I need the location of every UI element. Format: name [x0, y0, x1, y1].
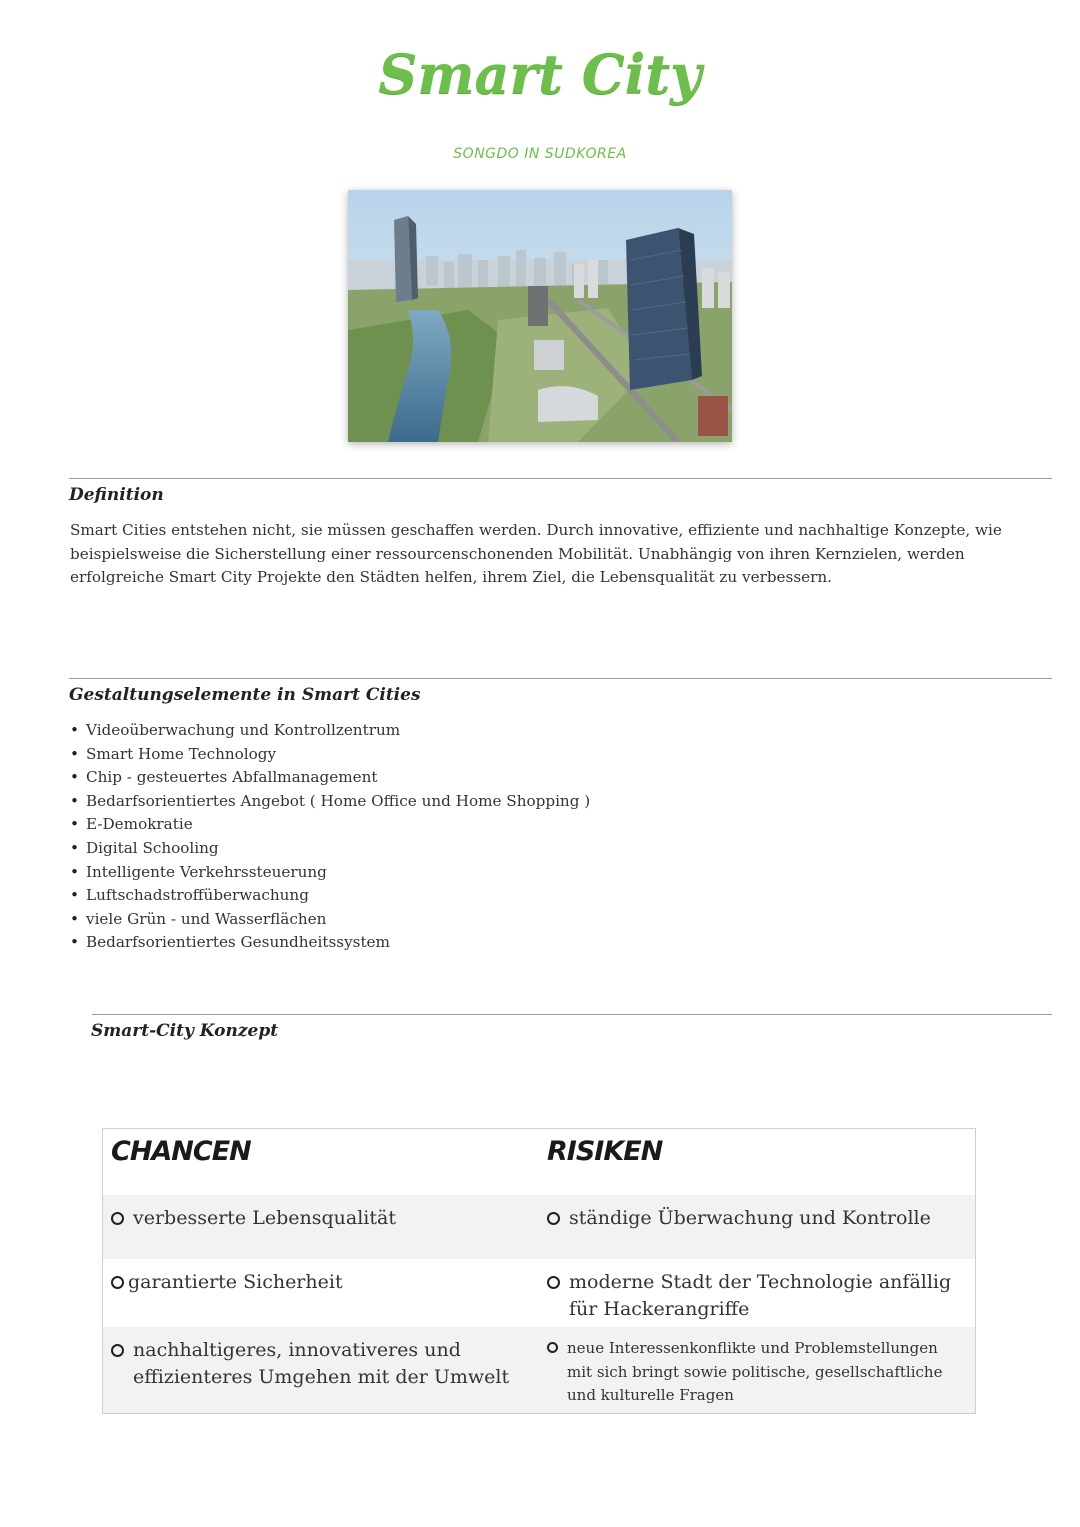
risk-text-line: moderne Stadt der Technologie anfällig: [569, 1271, 952, 1293]
chance-cell: [111, 1205, 531, 1231]
circle-bullet-icon: [547, 1342, 558, 1353]
table-row: [103, 1259, 975, 1327]
list-item: • Videoüberwachung und Kontrollzentrum: [70, 719, 590, 743]
list-item: • Digital Schooling: [70, 837, 590, 861]
circle-bullet-icon: [111, 1276, 124, 1289]
risk-cell: [547, 1205, 967, 1231]
songdo-city-photo: [348, 190, 732, 442]
chancen-risiken-table: [102, 1128, 976, 1414]
list-item: • Bedarfsorientiertes Gesundheitssystem: [70, 931, 590, 955]
risk-cell: [547, 1269, 967, 1323]
chance-text: verbesserte Lebensqualität: [133, 1207, 396, 1229]
list-item: • Bedarfsorientiertes Angebot ( Home Office und Home Shopping ): [70, 790, 590, 814]
circle-bullet-icon: [111, 1212, 124, 1225]
chance-text-line: nachhaltigeres, innovativeres und: [133, 1339, 461, 1361]
risk-text-line: und kulturelle Fragen: [567, 1386, 734, 1404]
list-item: • Intelligente Verkehrssteuerung: [70, 861, 590, 885]
list-item: • Luftschadstroffüberwachung: [70, 884, 590, 908]
list-item: • E-Demokratie: [70, 813, 590, 837]
col-header-risiken: RISIKEN: [547, 1136, 663, 1167]
elements-heading: Gestaltungselemente in Smart Cities: [69, 685, 421, 705]
definition-text: Smart Cities entstehen nicht, sie müssen geschaffen werden. Durch innovative, effiziente und nachhaltige Konzepte, wie beispielsweise die Sicherstellung einer ressourcenschonenden Mobilität. Unabhängig von ihren Kernzielen, werden erfolgreiche Smart City Projekte den Städten helfen, ihrem Ziel, die Lebensqualität zu verbessern.: [70, 521, 1002, 587]
risk-cell: [547, 1337, 971, 1408]
risk-text: ständige Überwachung und Kontrolle: [569, 1207, 931, 1229]
chance-text: garantierte Sicherheit: [128, 1271, 343, 1293]
chance-cell: [111, 1337, 531, 1391]
table-row: [103, 1195, 975, 1259]
chance-cell: [111, 1269, 531, 1296]
page-subtitle: SONGDO IN SUDKOREA: [453, 146, 627, 162]
risk-text-line: mit sich bringt sowie politische, gesellschaftliche: [567, 1362, 943, 1381]
divider-concept: [92, 1014, 1052, 1015]
circle-bullet-icon: [547, 1212, 560, 1225]
risk-text-line: neue Interessenkonflikte und Problemstellungen: [567, 1339, 938, 1357]
list-item: • viele Grün - und Wasserflächen: [70, 908, 590, 932]
col-header-chancen: CHANCEN: [111, 1136, 251, 1167]
page-title: Smart City: [378, 42, 702, 106]
circle-bullet-icon: [111, 1344, 124, 1357]
table-row: [103, 1327, 975, 1413]
circle-bullet-icon: [547, 1276, 560, 1289]
risk-text-line: für Hackerangriffe: [569, 1298, 750, 1320]
list-item: • Smart Home Technology: [70, 743, 590, 767]
divider-elements: [69, 678, 1052, 679]
divider-definition: [69, 478, 1052, 479]
list-item: • Chip - gesteuertes Abfallmanagement: [70, 766, 590, 790]
concept-heading: Smart-City Konzept: [91, 1021, 279, 1041]
elements-list: [70, 719, 590, 955]
definition-heading: Definition: [69, 485, 164, 505]
chance-text-line: effizienteres Umgehen mit der Umwelt: [133, 1366, 510, 1388]
